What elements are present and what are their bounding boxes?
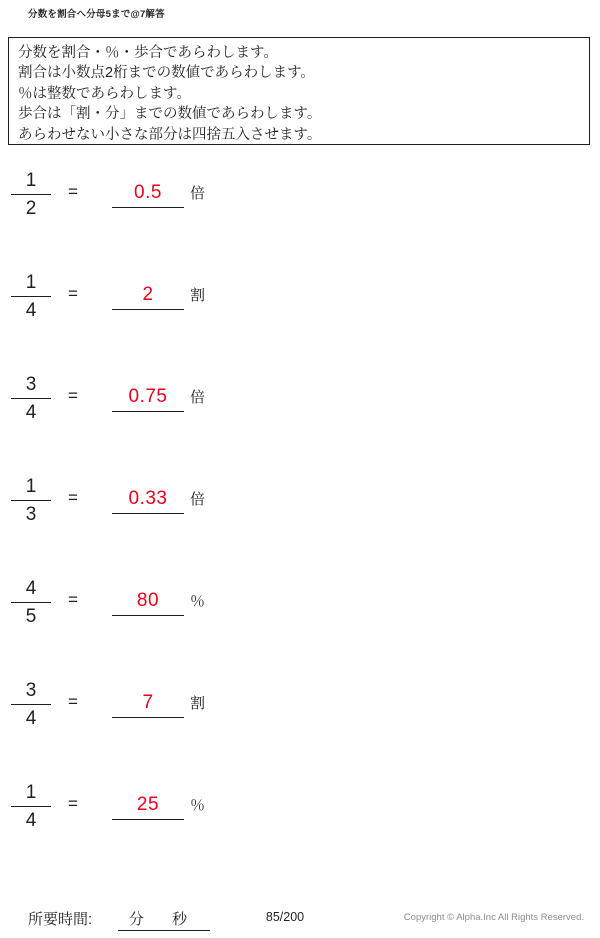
- answer-field[interactable]: [112, 792, 184, 820]
- answer-unit: ％: [190, 797, 206, 814]
- fraction: [8, 168, 54, 221]
- answer-unit: 倍: [190, 185, 206, 202]
- fraction-denominator: 3: [25, 504, 37, 525]
- problem-row: [0, 568, 600, 670]
- answer-unit: 倍: [190, 491, 206, 508]
- copyright-notice: Copyright © Alpha.Inc All Rights Reserved.: [403, 912, 584, 923]
- problem-row: [0, 670, 600, 772]
- answer-field[interactable]: [112, 180, 184, 208]
- equals-sign: =: [68, 386, 78, 405]
- fraction-denominator: 4: [25, 402, 37, 423]
- instruction-line-1: 分数を割合・％・歩合であらわします。: [18, 45, 278, 61]
- fraction-bar: [11, 500, 51, 501]
- answer-field[interactable]: [112, 588, 184, 616]
- page-footer: [0, 898, 600, 938]
- fraction-numerator: 1: [25, 782, 37, 803]
- answer-underline: [112, 308, 184, 310]
- fraction-bar: [11, 296, 51, 297]
- answer-underline: [112, 614, 184, 616]
- answer-field[interactable]: [112, 384, 184, 412]
- fraction-denominator: 4: [25, 708, 37, 729]
- equals-sign: =: [68, 488, 78, 507]
- fraction: [8, 678, 54, 731]
- instruction-line-4: 歩合は「割・分」までの数値であらわします。: [18, 106, 322, 123]
- fraction-numerator: 3: [25, 374, 37, 395]
- fraction: [8, 372, 54, 425]
- fraction-numerator: 4: [25, 578, 37, 599]
- page-title: 分数を割合へ分母5まで@7解答: [28, 9, 165, 20]
- answer-underline: [112, 716, 184, 718]
- fraction-bar: [11, 704, 51, 705]
- answer-field[interactable]: [112, 282, 184, 310]
- equals-sign: =: [68, 284, 78, 303]
- answer-value: 80: [136, 590, 160, 611]
- answer-underline: [112, 206, 184, 208]
- answer-field[interactable]: [112, 690, 184, 718]
- answer-value: 7: [142, 692, 154, 713]
- equals-sign: =: [68, 794, 78, 813]
- answer-value: 2: [142, 284, 154, 305]
- answer-field[interactable]: [112, 486, 184, 514]
- problem-row: [0, 262, 600, 364]
- equals-sign: =: [68, 692, 78, 711]
- fraction-denominator: 4: [25, 300, 37, 321]
- time-input[interactable]: 分 秒: [118, 908, 210, 931]
- fraction: [8, 474, 54, 527]
- page-number: 85/200: [265, 910, 305, 924]
- fraction-bar: [11, 602, 51, 603]
- fraction-bar: [11, 194, 51, 195]
- instruction-line-5: あらわせない小さな部分は四捨五入させます。: [18, 126, 322, 143]
- fraction-denominator: 2: [25, 198, 37, 219]
- fraction: [8, 780, 54, 833]
- answer-underline: [112, 410, 184, 412]
- fraction: [8, 576, 54, 629]
- fraction-numerator: 1: [25, 476, 37, 497]
- answer-unit: 倍: [190, 389, 206, 406]
- fraction-bar: [11, 398, 51, 399]
- problem-row: [0, 772, 600, 874]
- answer-unit: 割: [190, 695, 206, 712]
- instruction-line-2: 割合は小数点2桁までの数値であらわします。: [18, 65, 315, 82]
- equals-sign: =: [68, 182, 78, 201]
- fraction-bar: [11, 806, 51, 807]
- fraction-denominator: 4: [25, 810, 37, 831]
- fraction-numerator: 1: [25, 272, 37, 293]
- answer-unit: ％: [190, 593, 206, 610]
- fraction-denominator: 5: [25, 606, 37, 627]
- problem-list: [0, 160, 600, 874]
- answer-value: 25: [136, 794, 160, 815]
- equals-sign: =: [68, 590, 78, 609]
- answer-underline: [112, 512, 184, 514]
- instruction-line-3: ％は整数であらわします。: [18, 85, 191, 102]
- problem-row: [0, 160, 600, 262]
- fraction-numerator: 3: [25, 680, 37, 701]
- fraction: [8, 270, 54, 323]
- problem-row: [0, 466, 600, 568]
- answer-unit: 割: [190, 287, 206, 304]
- answer-underline: [112, 818, 184, 820]
- answer-value: 0.75: [128, 386, 168, 407]
- problem-row: [0, 364, 600, 466]
- answer-value: 0.5: [134, 182, 162, 203]
- answer-value: 0.33: [128, 488, 168, 509]
- time-label: 所要時間:: [28, 911, 93, 928]
- instructions-box: [8, 37, 590, 145]
- fraction-numerator: 1: [25, 170, 37, 191]
